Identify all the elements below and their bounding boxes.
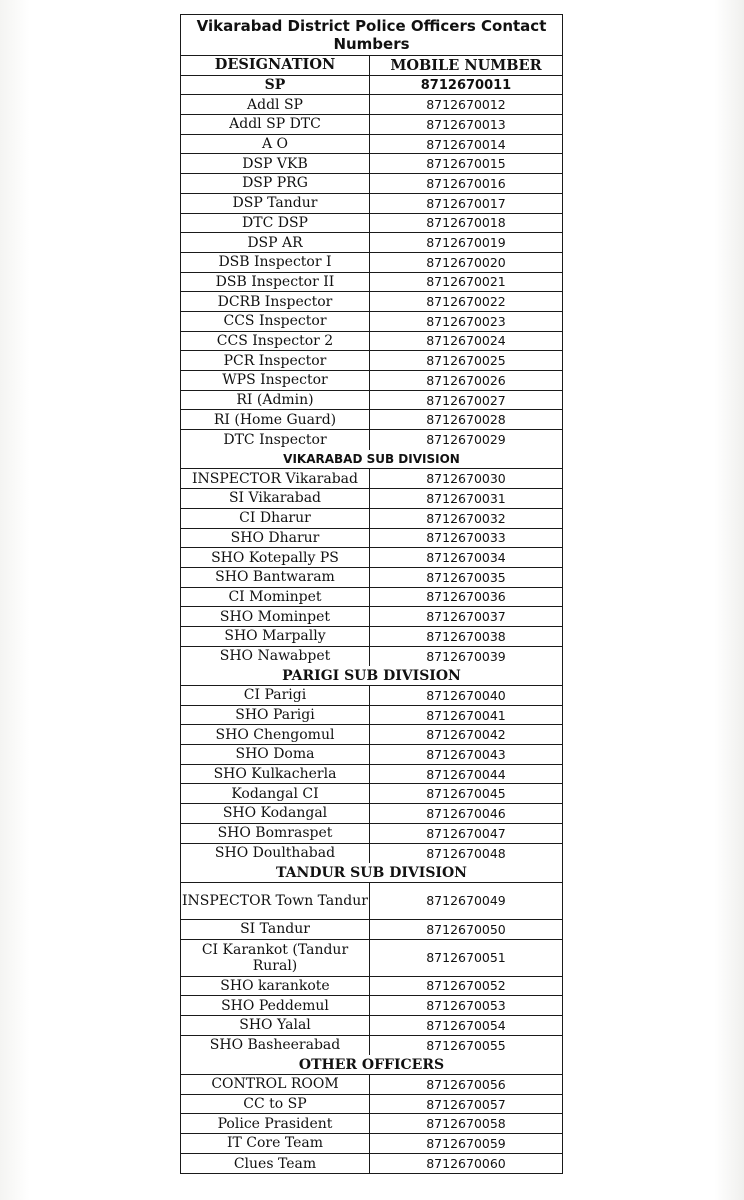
mobile-number-cell: 8712670032 <box>426 510 506 526</box>
vikarabad-sub-division-group <box>181 469 562 666</box>
table-row <box>181 115 562 135</box>
mobile-number-cell: 8712670026 <box>426 372 506 388</box>
table-row <box>181 647 562 667</box>
designation-cell: DSP AR <box>181 233 370 252</box>
designation-cell: SHO Dharur <box>181 529 370 548</box>
mobile-number-cell: 8712670039 <box>426 648 506 664</box>
table-row <box>181 1114 562 1134</box>
designation-cell: CCS Inspector 2 <box>181 332 370 351</box>
mobile-number-cell: 8712670025 <box>426 353 506 369</box>
table-row <box>181 844 562 864</box>
designation-cell: Addl SP <box>181 95 370 114</box>
designation-cell: INSPECTOR Town Tandur <box>181 883 370 919</box>
table-row <box>181 174 562 194</box>
designation-cell: SHO Kulkacherla <box>181 765 370 784</box>
designation-header: DESIGNATION <box>181 56 370 75</box>
mobile-number-cell: 8712670051 <box>426 950 506 966</box>
table-row <box>181 135 562 155</box>
designation-cell: SHO karankote <box>181 977 370 996</box>
designation-cell: SI Vikarabad <box>181 489 370 508</box>
parigi-sub-division-group <box>181 686 562 863</box>
contact-table <box>180 14 563 1174</box>
designation-cell: DSP VKB <box>181 154 370 173</box>
designation-cell: RI (Admin) <box>181 391 370 410</box>
mobile-number-cell: 8712670022 <box>426 294 506 310</box>
designation-cell: DTC Inspector <box>181 430 370 450</box>
mobile-number-cell: 8712670042 <box>426 727 506 743</box>
mobile-number-cell: 8712670038 <box>426 628 506 644</box>
mobile-number-cell: 8712670033 <box>426 530 506 546</box>
designation-cell: SP <box>181 76 370 95</box>
designation-cell: SHO Basheerabad <box>181 1036 370 1056</box>
mobile-number-cell: 8712670049 <box>426 893 506 909</box>
table-row <box>181 292 562 312</box>
designation-cell: CC to SP <box>181 1095 370 1114</box>
mobile-number-cell: 8712670035 <box>426 569 506 585</box>
mobile-number-cell: 8712670041 <box>426 707 506 723</box>
table-row <box>181 607 562 627</box>
designation-cell: SHO Chengomul <box>181 725 370 744</box>
mobile-number-cell: 8712670017 <box>426 195 506 211</box>
other-officers-group <box>181 1075 562 1173</box>
designation-cell: CONTROL ROOM <box>181 1075 370 1094</box>
table-row <box>181 351 562 371</box>
designation-cell: SHO Bantwaram <box>181 568 370 587</box>
mobile-number-cell: 8712670027 <box>426 392 506 408</box>
table-row <box>181 1154 562 1174</box>
designation-cell: INSPECTOR Vikarabad <box>181 469 370 488</box>
table-row <box>181 1134 562 1154</box>
mobile-number-cell: 8712670021 <box>426 274 506 290</box>
table-row <box>181 76 562 96</box>
mobile-number-cell: 8712670018 <box>426 215 506 231</box>
mobile-number-cell: 8712670011 <box>420 77 512 93</box>
table-row <box>181 371 562 391</box>
table-row <box>181 920 562 940</box>
table-row <box>181 977 562 997</box>
mobile-number-cell: 8712670030 <box>426 471 506 487</box>
table-row <box>181 804 562 824</box>
table-row <box>181 1016 562 1036</box>
mobile-number-cell: 8712670019 <box>426 235 506 251</box>
table-row <box>181 940 562 977</box>
tandur-sub-division-group <box>181 883 562 1055</box>
mobile-number-header: MOBILE NUMBER <box>390 56 542 74</box>
mobile-number-cell: 8712670055 <box>426 1037 506 1053</box>
designation-cell: SHO Nawabpet <box>181 647 370 667</box>
section-heading-vikarabad: VIKARABAD SUB DIVISION <box>181 450 562 470</box>
table-row <box>181 706 562 726</box>
district-officers-group <box>181 76 562 450</box>
mobile-number-cell: 8712670043 <box>426 746 506 762</box>
designation-cell: CI Karankot (Tandur Rural) <box>181 940 370 976</box>
table-row <box>181 509 562 529</box>
designation-cell: SHO Marpally <box>181 627 370 646</box>
designation-cell: DTC DSP <box>181 214 370 233</box>
table-row <box>181 745 562 765</box>
mobile-number-cell: 8712670034 <box>426 550 506 566</box>
designation-cell: SHO Yalal <box>181 1016 370 1035</box>
mobile-number-cell: 8712670058 <box>426 1116 506 1132</box>
mobile-number-cell: 8712670040 <box>426 687 506 703</box>
mobile-number-cell: 8712670016 <box>426 175 506 191</box>
table-row <box>181 568 562 588</box>
designation-cell: SHO Kotepally PS <box>181 548 370 567</box>
designation-cell: SHO Doma <box>181 745 370 764</box>
table-row <box>181 194 562 214</box>
designation-cell: SHO Peddemul <box>181 996 370 1015</box>
table-row <box>181 1036 562 1056</box>
designation-cell: Kodangal CI <box>181 784 370 803</box>
table-row <box>181 1095 562 1115</box>
mobile-number-cell: 8712670046 <box>426 805 506 821</box>
designation-cell: A O <box>181 135 370 154</box>
designation-cell: DCRB Inspector <box>181 292 370 311</box>
table-row <box>181 765 562 785</box>
mobile-number-cell: 8712670050 <box>426 921 506 937</box>
mobile-number-cell: 8712670052 <box>426 978 506 994</box>
section-heading-tandur: TANDUR SUB DIVISION <box>181 863 562 883</box>
section-heading-other: OTHER OFFICERS <box>181 1055 562 1075</box>
designation-cell: DSP Tandur <box>181 194 370 213</box>
designation-cell: SHO Bomraspet <box>181 824 370 843</box>
mobile-number-cell: 8712670036 <box>426 589 506 605</box>
designation-cell: CI Parigi <box>181 686 370 705</box>
mobile-number-cell: 8712670060 <box>426 1156 506 1172</box>
table-row <box>181 1075 562 1095</box>
mobile-number-cell: 8712670013 <box>426 116 506 132</box>
mobile-number-cell: 8712670048 <box>426 845 506 861</box>
mobile-number-cell: 8712670057 <box>426 1096 506 1112</box>
mobile-number-cell: 8712670024 <box>426 333 506 349</box>
designation-cell: SHO Parigi <box>181 706 370 725</box>
designation-cell: CCS Inspector <box>181 312 370 331</box>
table-row <box>181 824 562 844</box>
table-row <box>181 883 562 920</box>
mobile-number-cell: 8712670044 <box>426 766 506 782</box>
designation-cell: DSP PRG <box>181 174 370 193</box>
mobile-number-cell: 8712670031 <box>426 490 506 506</box>
mobile-number-cell: 8712670053 <box>426 998 506 1014</box>
designation-cell: WPS Inspector <box>181 371 370 390</box>
designation-cell: Clues Team <box>181 1154 370 1174</box>
table-row <box>181 686 562 706</box>
designation-cell: Police Prasident <box>181 1114 370 1133</box>
designation-cell: SHO Doulthabad <box>181 844 370 864</box>
mobile-number-cell: 8712670028 <box>426 412 506 428</box>
table-row <box>181 469 562 489</box>
table-row <box>181 273 562 293</box>
designation-cell: SHO Kodangal <box>181 804 370 823</box>
designation-cell: SHO Mominpet <box>181 607 370 626</box>
mobile-number-cell: 8712670015 <box>426 156 506 172</box>
designation-cell: SI Tandur <box>181 920 370 939</box>
table-row <box>181 627 562 647</box>
table-row <box>181 214 562 234</box>
table-row <box>181 95 562 115</box>
table-row <box>181 548 562 568</box>
table-row <box>181 154 562 174</box>
table-row <box>181 529 562 549</box>
mobile-number-cell: 8712670045 <box>426 786 506 802</box>
table-row <box>181 312 562 332</box>
mobile-number-cell: 8712670029 <box>426 432 506 448</box>
designation-cell: DSB Inspector I <box>181 253 370 272</box>
table-row <box>181 391 562 411</box>
mobile-number-cell: 8712670059 <box>426 1135 506 1151</box>
table-row <box>181 332 562 352</box>
mobile-number-cell: 8712670020 <box>426 254 506 270</box>
mobile-number-cell: 8712670037 <box>426 609 506 625</box>
designation-cell: DSB Inspector II <box>181 273 370 292</box>
designation-cell: CI Dharur <box>181 509 370 528</box>
table-row <box>181 588 562 608</box>
mobile-number-cell: 8712670054 <box>426 1017 506 1033</box>
designation-cell: PCR Inspector <box>181 351 370 370</box>
section-heading-parigi: PARIGI SUB DIVISION <box>181 666 562 686</box>
table-row <box>181 410 562 430</box>
mobile-number-cell: 8712670023 <box>426 313 506 329</box>
table-row <box>181 253 562 273</box>
mobile-number-cell: 8712670047 <box>426 825 506 841</box>
designation-cell: CI Mominpet <box>181 588 370 607</box>
mobile-number-cell: 8712670056 <box>426 1076 506 1092</box>
table-row <box>181 233 562 253</box>
table-row <box>181 725 562 745</box>
table-title: Vikarabad District Police Officers Contact Numbers <box>181 15 562 56</box>
table-row <box>181 784 562 804</box>
designation-cell: Addl SP DTC <box>181 115 370 134</box>
designation-cell: RI (Home Guard) <box>181 410 370 429</box>
table-row <box>181 430 562 450</box>
mobile-number-cell: 8712670012 <box>426 97 506 113</box>
mobile-number-cell: 8712670014 <box>426 136 506 152</box>
designation-cell: IT Core Team <box>181 1134 370 1153</box>
table-header-row <box>181 56 562 76</box>
table-row <box>181 996 562 1016</box>
table-row <box>181 489 562 509</box>
